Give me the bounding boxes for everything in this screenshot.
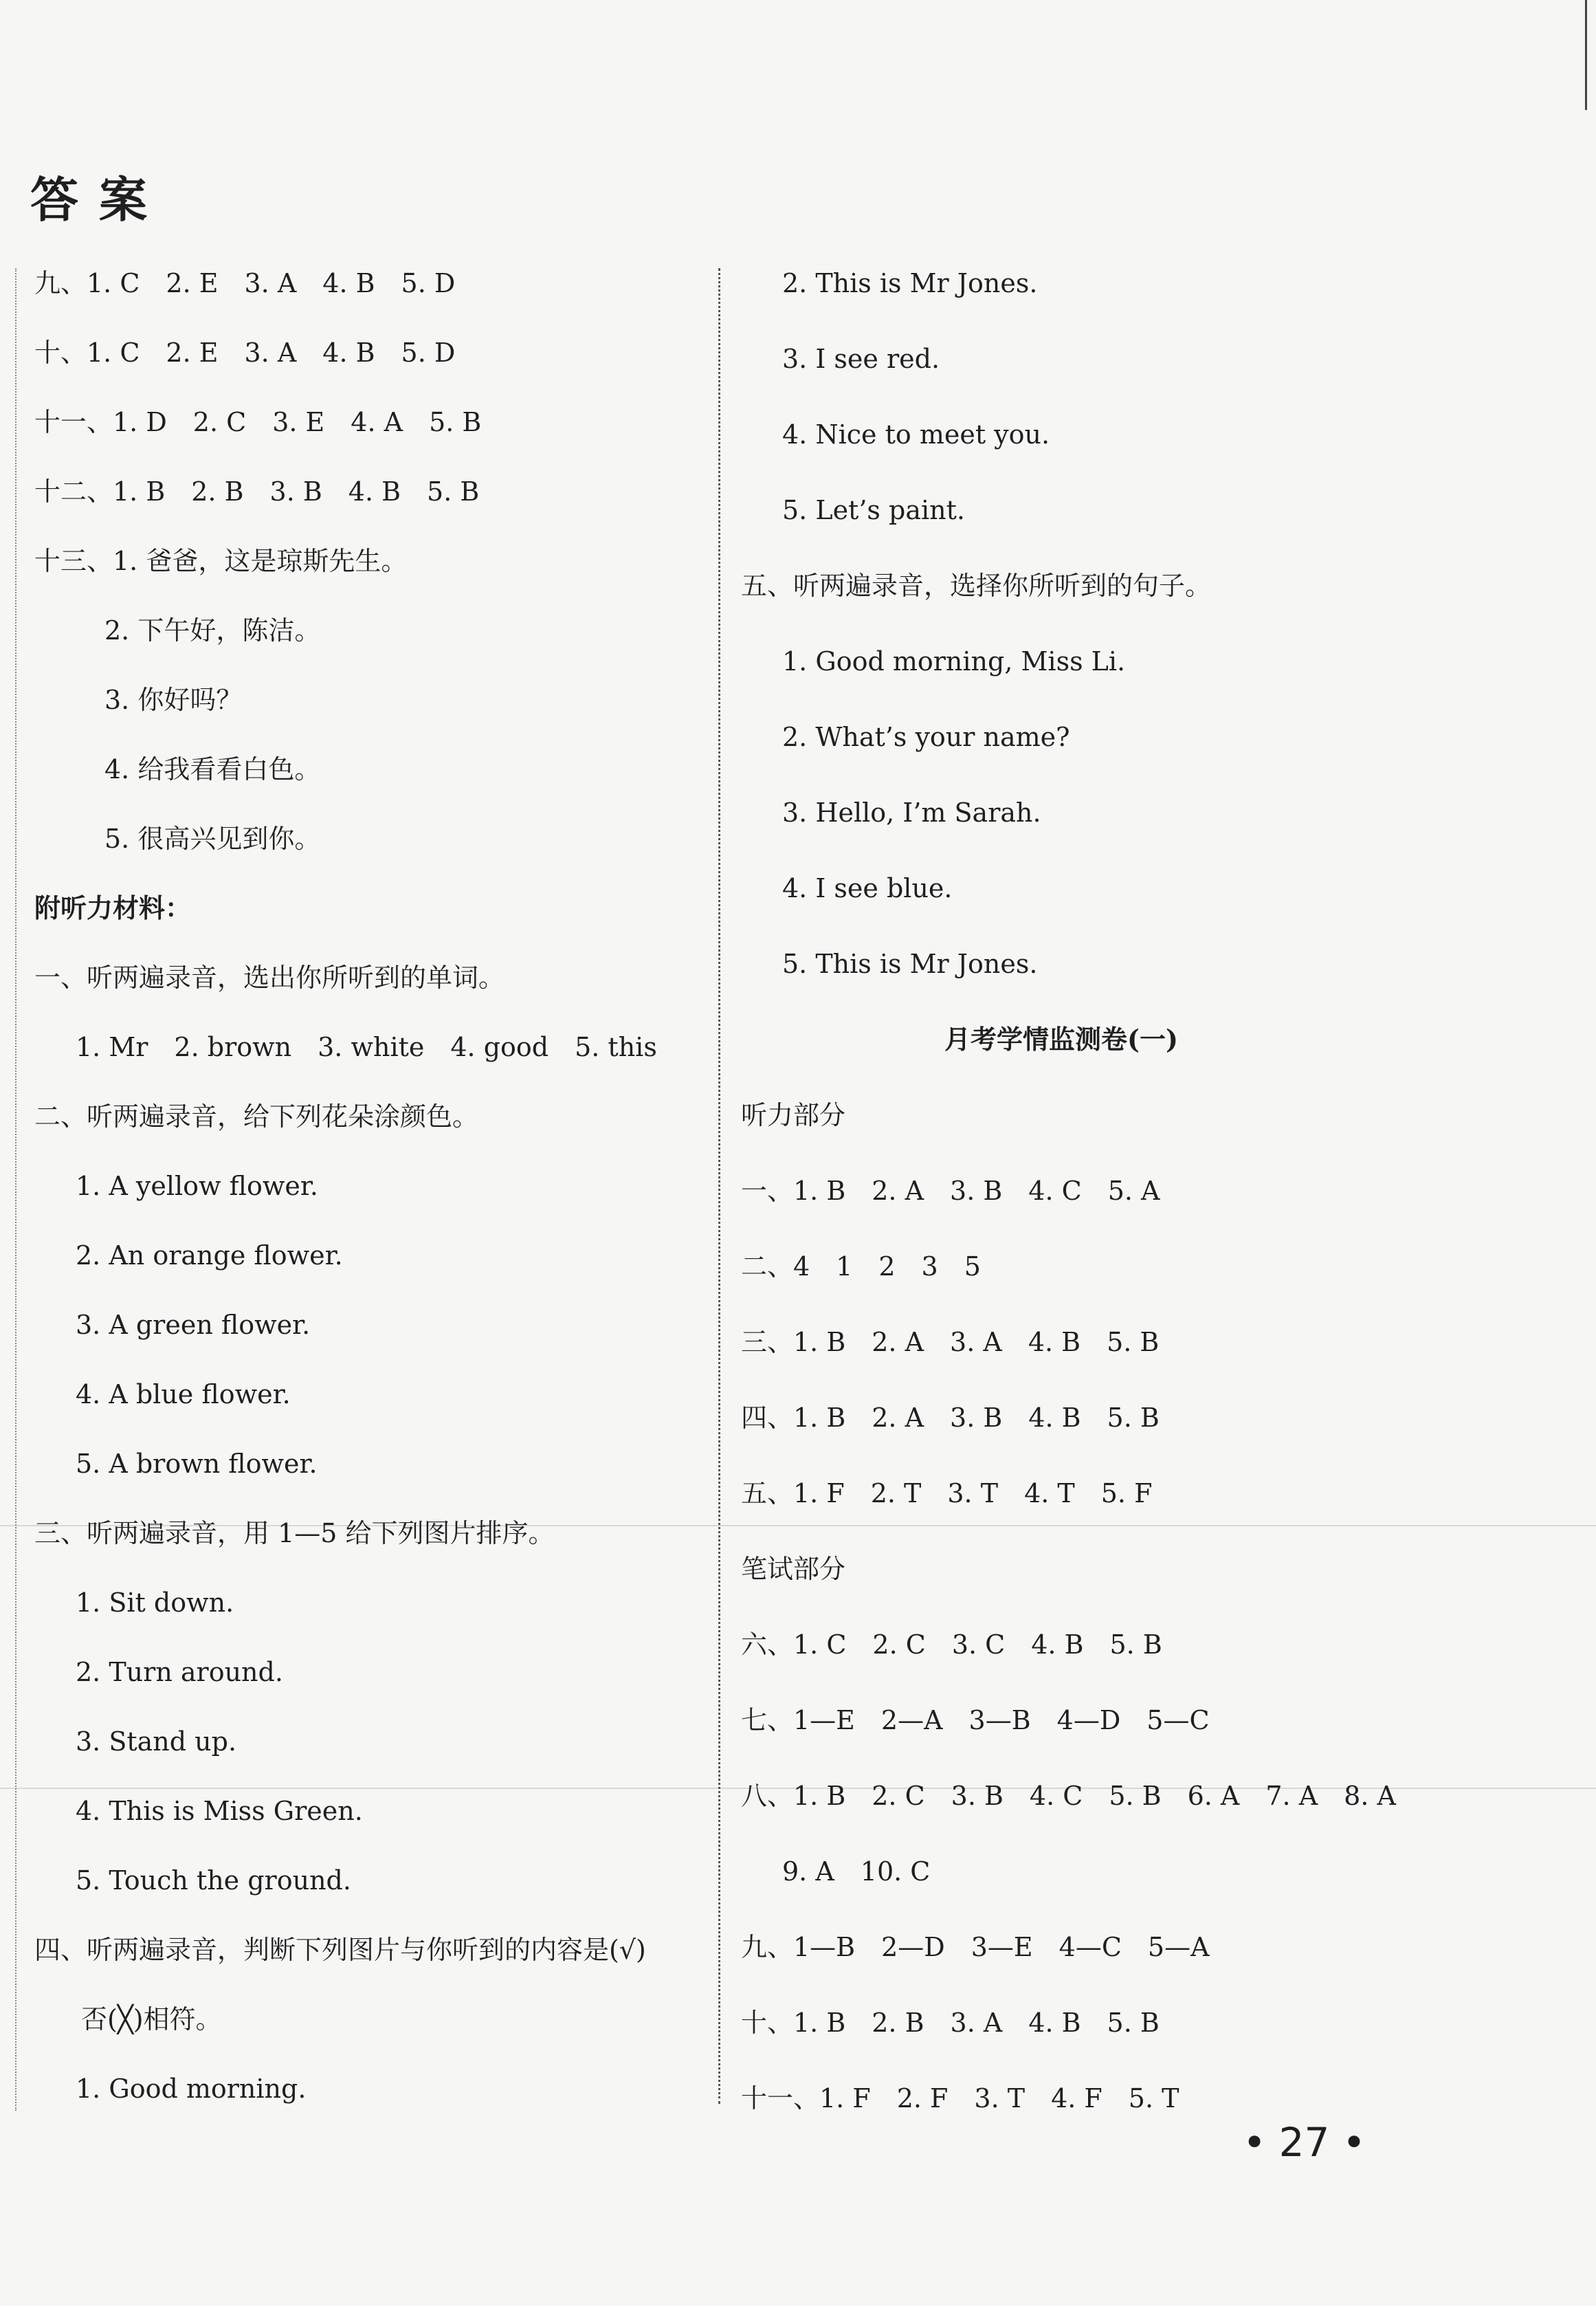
answer-line: 1. Mr 2. brown 3. white 4. good 5. this xyxy=(76,1032,657,1062)
answer-line: 三、1. B 2. A 3. A 4. B 5. B xyxy=(741,1327,1160,1357)
answer-line: 十一、1. D 2. C 3. E 4. A 5. B xyxy=(34,407,482,437)
answer-line: 5. This is Mr Jones. xyxy=(782,949,1038,979)
page-heading: 答案 xyxy=(30,171,168,228)
answer-line: 一、1. B 2. A 3. B 4. C 5. A xyxy=(741,1176,1160,1206)
answer-line: 5. A brown flower. xyxy=(76,1449,318,1479)
section-heading: 附听力材料： xyxy=(34,892,192,923)
column-divider xyxy=(718,268,720,2104)
answer-line: 十、1. C 2. E 3. A 4. B 5. D xyxy=(34,338,456,368)
answer-line: 5. 很高兴见到你。 xyxy=(104,824,321,854)
answer-line: 六、1. C 2. C 3. C 4. B 5. B xyxy=(741,1629,1162,1660)
answer-line: 5. Touch the ground. xyxy=(76,1865,351,1896)
answer-line: 9. A 10. C xyxy=(782,1856,931,1887)
answer-line: 4. Nice to meet you. xyxy=(782,419,1050,450)
part-heading: 听力部分 xyxy=(741,1100,846,1130)
answer-line: 5. Let’s paint. xyxy=(782,495,965,525)
answer-line: 1. Good morning. xyxy=(76,2074,307,2104)
answer-line: 2. 下午好，陈洁。 xyxy=(104,615,321,646)
answer-line: 4. I see blue. xyxy=(782,873,953,903)
edge-rule xyxy=(1585,0,1587,110)
answer-line: 2. This is Mr Jones. xyxy=(782,268,1038,298)
section-heading: 五、听两遍录音，选择你所听到的句子。 xyxy=(741,571,1212,601)
test-title: 月考学情监测卷(一) xyxy=(944,1024,1178,1055)
answer-line: 否(╳)相符。 xyxy=(81,2004,222,2034)
answer-line: 九、1—B 2—D 3—E 4—C 5—A xyxy=(741,1932,1210,1962)
answer-line: 3. Stand up. xyxy=(76,1726,237,1757)
answer-line: 五、1. F 2. T 3. T 4. T 5. F xyxy=(741,1478,1153,1508)
answer-line: 四、1. B 2. A 3. B 4. B 5. B xyxy=(741,1403,1160,1433)
section-heading: 三、听两遍录音，用 1—5 给下列图片排序。 xyxy=(34,1518,555,1548)
answer-line: 1. Good morning, Miss Li. xyxy=(782,646,1126,677)
page-number: • 27 • xyxy=(1243,2119,1366,2166)
answer-line: 4. 给我看看白色。 xyxy=(104,754,321,784)
answer-line: 2. An orange flower. xyxy=(76,1240,343,1271)
answer-line: 十、1. B 2. B 3. A 4. B 5. B xyxy=(741,2008,1160,2038)
answer-line: 2. Turn around. xyxy=(76,1657,283,1687)
part-heading: 笔试部分 xyxy=(741,1554,846,1584)
answer-line: 3. 你好吗？ xyxy=(104,685,243,715)
section-heading: 一、听两遍录音，选出你所听到的单词。 xyxy=(34,963,505,993)
answer-line: 3. Hello, I’m Sarah. xyxy=(782,798,1041,828)
answer-line: 十三、1. 爸爸，这是琼斯先生。 xyxy=(34,546,408,576)
answer-line: 十二、1. B 2. B 3. B 4. B 5. B xyxy=(34,476,480,507)
answer-line: 1. Sit down. xyxy=(76,1588,234,1618)
answer-line: 八、1. B 2. C 3. B 4. C 5. B 6. A 7. A 8. A xyxy=(741,1781,1396,1811)
section-heading: 四、听两遍录音，判断下列图片与你听到的内容是(√) xyxy=(34,1935,646,1965)
left-dotted-rule xyxy=(15,268,16,2111)
answer-line: 二、4 1 2 3 5 xyxy=(741,1251,981,1282)
answer-line: 十一、1. F 2. F 3. T 4. F 5. T xyxy=(741,2083,1179,2113)
answer-line: 4. This is Miss Green. xyxy=(76,1796,363,1826)
answer-line: 2. What’s your name? xyxy=(782,722,1070,752)
answer-line: 七、1—E 2—A 3—B 4—D 5—C xyxy=(741,1705,1210,1735)
answer-line: 3. A green flower. xyxy=(76,1310,311,1340)
section-heading: 二、听两遍录音，给下列花朵涂颜色。 xyxy=(34,1101,479,1132)
answer-line: 4. A blue flower. xyxy=(76,1379,291,1409)
answer-line: 1. A yellow flower. xyxy=(76,1171,318,1201)
answer-line: 九、1. C 2. E 3. A 4. B 5. D xyxy=(34,268,456,298)
answer-line: 3. I see red. xyxy=(782,344,940,374)
